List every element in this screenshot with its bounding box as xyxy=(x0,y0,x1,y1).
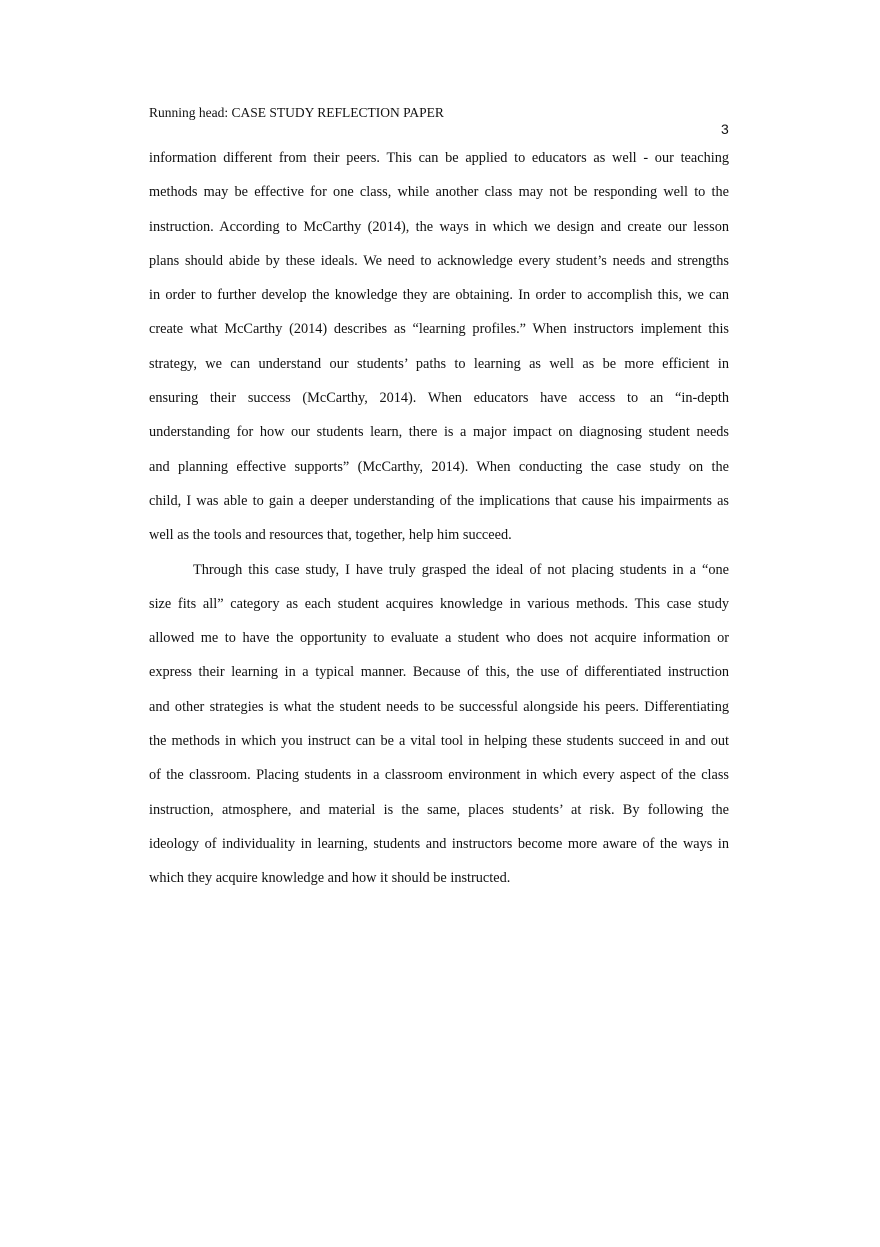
text-line: the methods in which you instruct can be a vital tool in helping these students succeed in and out xyxy=(149,733,729,750)
text-line: express their learning in a typical manner. Because of this, the use of differentiated instruction xyxy=(149,664,729,681)
text-line: information different from their peers. This can be applied to educators as well - our teaching xyxy=(149,150,729,166)
text-line: Through this case study, I have truly grasped the ideal of not placing students in a “one xyxy=(193,561,729,578)
paragraph xyxy=(149,560,729,903)
running-head: Running head: CASE STUDY REFLECTION PAPER xyxy=(149,105,444,120)
document-body xyxy=(149,148,729,903)
text-line: plans should abide by these ideals. We need to acknowledge every student’s needs and strengths xyxy=(149,252,729,269)
text-line: methods may be effective for one class, while another class may not be responding well to the xyxy=(149,184,729,201)
text-line: understanding for how our students learn, there is a major impact on diagnosing student needs xyxy=(149,424,729,441)
text-line: and other strategies is what the student needs to be successful alongside his peers. Differentiating xyxy=(149,698,729,715)
text-line: ensuring their success (McCarthy, 2014). When educators have access to an “in-depth xyxy=(149,390,729,407)
text-line: in order to further develop the knowledge they are obtaining. In order to accomplish this, we can xyxy=(149,287,729,304)
text-line: allowed me to have the opportunity to evaluate a student who does not acquire information or xyxy=(149,630,729,647)
page-number: 3 xyxy=(721,121,729,137)
text-line: instruction. According to McCarthy (2014), the ways in which we design and create our lesson xyxy=(149,218,729,235)
text-line: and planning effective supports” (McCarthy, 2014). When conducting the case study on the xyxy=(149,458,729,475)
text-line: size fits all” category as each student acquires knowledge in various methods. This case study xyxy=(149,595,729,612)
text-line: ideology of individuality in learning, students and instructors become more aware of the ways in xyxy=(149,835,729,852)
text-line: well as the tools and resources that, together, help him succeed. xyxy=(149,527,512,544)
text-line: strategy, we can understand our students’ paths to learning as well as be more efficient in xyxy=(149,355,729,372)
text-line: create what McCarthy (2014) describes as “learning profiles.” When instructors implement this xyxy=(149,321,729,338)
text-line: of the classroom. Placing students in a classroom environment in which every aspect of the class xyxy=(149,767,729,784)
text-line: instruction, atmosphere, and material is the same, places students’ at risk. By following the xyxy=(149,801,729,818)
text-line: child, I was able to gain a deeper understanding of the implications that cause his impairments as xyxy=(149,492,729,509)
paragraph xyxy=(149,148,729,560)
text-line: which they acquire knowledge and how it should be instructed. xyxy=(149,870,511,887)
